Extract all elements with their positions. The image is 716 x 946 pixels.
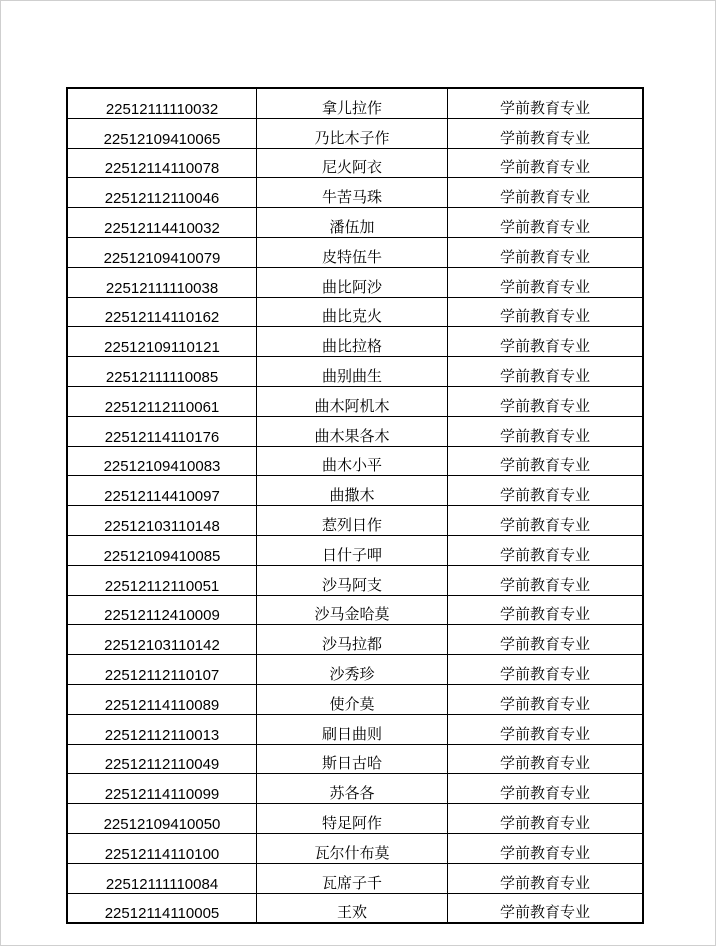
student-id-cell: 22512111110038: [67, 267, 257, 297]
student-id-cell: 22512111110085: [67, 357, 257, 387]
student-name-cell: 日什子呷: [257, 535, 448, 565]
table-row: [67, 655, 643, 685]
student-id-cell: 22512114110099: [67, 774, 257, 804]
table-row: [67, 267, 643, 297]
table-row: [67, 118, 643, 148]
student-id-cell: 22512114410032: [67, 208, 257, 238]
student-name-cell: 沙秀珍: [257, 655, 448, 685]
student-id-cell: 22512112110107: [67, 655, 257, 685]
student-id-cell: 22512111110084: [67, 863, 257, 893]
student-name-cell: 曲木果各木: [257, 416, 448, 446]
major-cell: 学前教育专业: [448, 446, 644, 476]
major-cell: 学前教育专业: [448, 595, 644, 625]
table-row: [67, 744, 643, 774]
table-row: [67, 863, 643, 893]
major-cell: 学前教育专业: [448, 655, 644, 685]
major-cell: 学前教育专业: [448, 476, 644, 506]
major-cell: 学前教育专业: [448, 833, 644, 863]
student-id-cell: 22512109410079: [67, 237, 257, 267]
table-row: [67, 476, 643, 506]
major-cell: 学前教育专业: [448, 88, 644, 118]
student-id-cell: 22512111110032: [67, 88, 257, 118]
major-cell: 学前教育专业: [448, 535, 644, 565]
student-id-cell: 22512103110148: [67, 506, 257, 536]
major-cell: 学前教育专业: [448, 178, 644, 208]
student-id-cell: 22512114110005: [67, 893, 257, 923]
major-cell: 学前教育专业: [448, 297, 644, 327]
student-name-cell: 刷日曲则: [257, 714, 448, 744]
table-row: [67, 386, 643, 416]
student-id-cell: 22512112110013: [67, 714, 257, 744]
student-name-cell: 瓦席子千: [257, 863, 448, 893]
major-cell: 学前教育专业: [448, 506, 644, 536]
student-id-cell: 22512114410097: [67, 476, 257, 506]
student-name-cell: 沙马阿支: [257, 565, 448, 595]
table-row: [67, 88, 643, 118]
student-name-cell: 曲比阿沙: [257, 267, 448, 297]
major-cell: 学前教育专业: [448, 804, 644, 834]
table-row: [67, 327, 643, 357]
student-name-cell: 尼火阿衣: [257, 148, 448, 178]
table-row: [67, 714, 643, 744]
student-name-cell: 惹列日作: [257, 506, 448, 536]
table-row: [67, 506, 643, 536]
student-name-cell: 曲别曲生: [257, 357, 448, 387]
student-id-cell: 22512109410083: [67, 446, 257, 476]
student-name-cell: 苏各各: [257, 774, 448, 804]
table-row: [67, 625, 643, 655]
table-row: [67, 833, 643, 863]
major-cell: 学前教育专业: [448, 714, 644, 744]
student-id-cell: 22512114110176: [67, 416, 257, 446]
student-name-cell: 曲木小平: [257, 446, 448, 476]
student-id-cell: 22512114110089: [67, 684, 257, 714]
student-roster-table: [66, 87, 644, 924]
major-cell: 学前教育专业: [448, 208, 644, 238]
student-name-cell: 拿儿拉作: [257, 88, 448, 118]
table-row: [67, 237, 643, 267]
student-id-cell: 22512109410050: [67, 804, 257, 834]
roster-table-body: [67, 88, 643, 923]
major-cell: 学前教育专业: [448, 893, 644, 923]
student-id-cell: 22512109410065: [67, 118, 257, 148]
student-name-cell: 沙马拉都: [257, 625, 448, 655]
student-name-cell: 牛苦马珠: [257, 178, 448, 208]
student-name-cell: 斯日古哈: [257, 744, 448, 774]
major-cell: 学前教育专业: [448, 684, 644, 714]
major-cell: 学前教育专业: [448, 267, 644, 297]
major-cell: 学前教育专业: [448, 774, 644, 804]
major-cell: 学前教育专业: [448, 625, 644, 655]
student-id-cell: 22512114110078: [67, 148, 257, 178]
table-row: [67, 148, 643, 178]
student-id-cell: 22512112110051: [67, 565, 257, 595]
table-row: [67, 178, 643, 208]
major-cell: 学前教育专业: [448, 118, 644, 148]
student-name-cell: 乃比木子作: [257, 118, 448, 148]
student-name-cell: 瓦尔什布莫: [257, 833, 448, 863]
table-row: [67, 297, 643, 327]
student-name-cell: 沙马金哈莫: [257, 595, 448, 625]
student-id-cell: 22512112110046: [67, 178, 257, 208]
student-name-cell: 潘伍加: [257, 208, 448, 238]
major-cell: 学前教育专业: [448, 416, 644, 446]
student-id-cell: 22512114110100: [67, 833, 257, 863]
student-id-cell: 22512109410085: [67, 535, 257, 565]
student-name-cell: 曲比拉格: [257, 327, 448, 357]
major-cell: 学前教育专业: [448, 386, 644, 416]
table-row: [67, 565, 643, 595]
major-cell: 学前教育专业: [448, 863, 644, 893]
student-id-cell: 22512103110142: [67, 625, 257, 655]
major-cell: 学前教育专业: [448, 565, 644, 595]
student-name-cell: 王欢: [257, 893, 448, 923]
major-cell: 学前教育专业: [448, 357, 644, 387]
student-id-cell: 22512114110162: [67, 297, 257, 327]
major-cell: 学前教育专业: [448, 148, 644, 178]
table-row: [67, 893, 643, 923]
table-row: [67, 416, 643, 446]
student-name-cell: 曲木阿机木: [257, 386, 448, 416]
major-cell: 学前教育专业: [448, 237, 644, 267]
table-row: [67, 804, 643, 834]
table-row: [67, 208, 643, 238]
table-row: [67, 446, 643, 476]
student-id-cell: 22512112110049: [67, 744, 257, 774]
student-name-cell: 特足阿作: [257, 804, 448, 834]
student-name-cell: 曲比克火: [257, 297, 448, 327]
major-cell: 学前教育专业: [448, 744, 644, 774]
student-id-cell: 22512109110121: [67, 327, 257, 357]
student-name-cell: 使介莫: [257, 684, 448, 714]
table-row: [67, 595, 643, 625]
student-name-cell: 曲撒木: [257, 476, 448, 506]
student-name-cell: 皮特伍牛: [257, 237, 448, 267]
table-row: [67, 774, 643, 804]
student-id-cell: 22512112410009: [67, 595, 257, 625]
table-row: [67, 357, 643, 387]
table-row: [67, 684, 643, 714]
student-id-cell: 22512112110061: [67, 386, 257, 416]
table-row: [67, 535, 643, 565]
major-cell: 学前教育专业: [448, 327, 644, 357]
